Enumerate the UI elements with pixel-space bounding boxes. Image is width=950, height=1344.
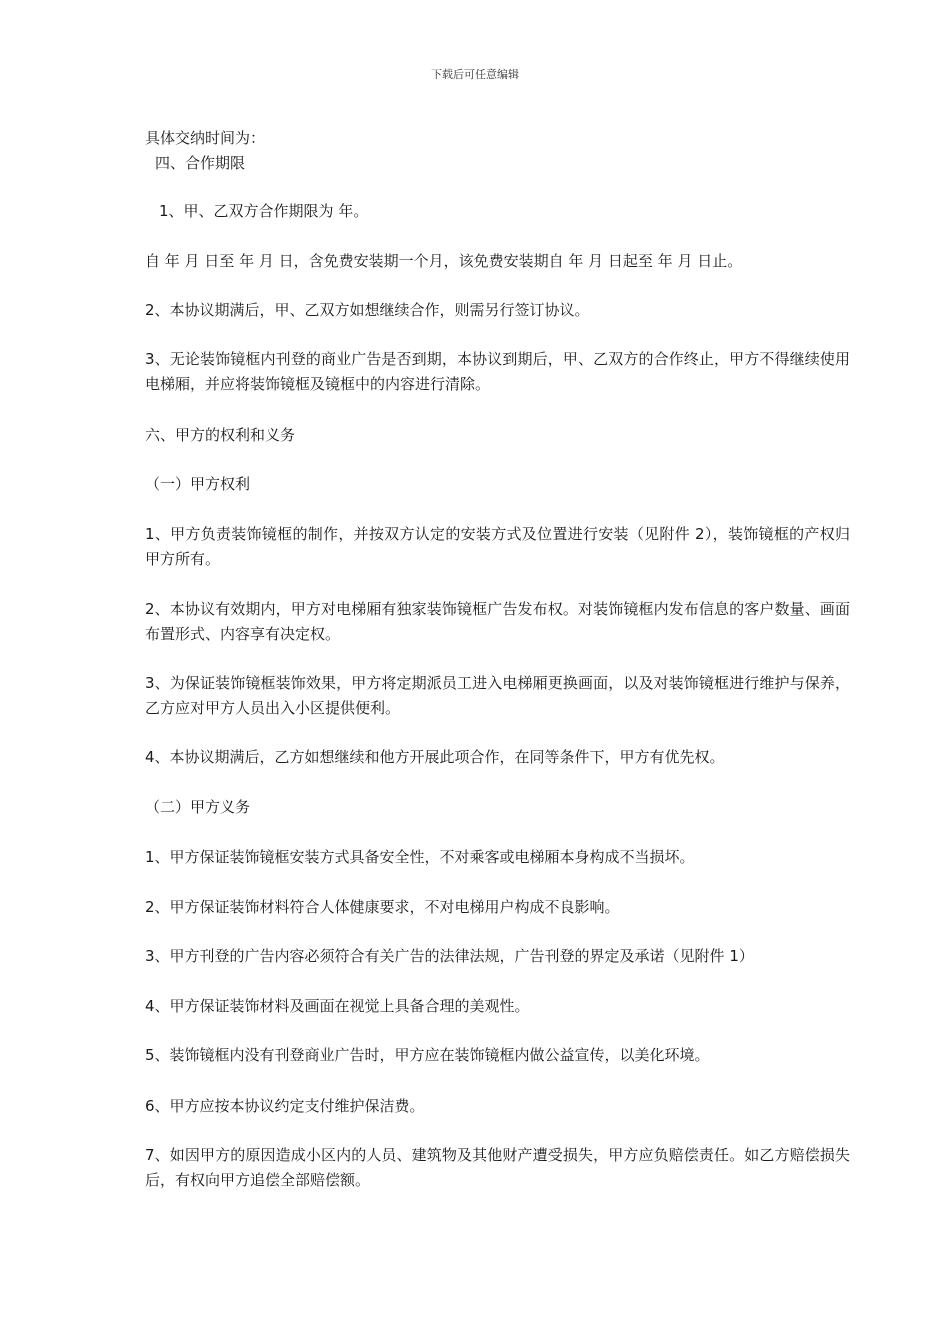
paragraph-rights-2: 2、本协议有效期内，甲方对电梯厢有独家装饰镜框广告发布权。对装饰镜框内发布信息的客户数量、画面布置形式、内容享有决定权。: [145, 600, 850, 643]
paragraph-term-3: 3、无论装饰镜框内刊登的商业广告是否到期，本协议到期后，甲、乙双方的合作终止，甲方不得继续使用电梯厢，并应将装饰镜框及镜框中的内容进行清除。: [145, 350, 850, 393]
page-header: 下载后可任意编辑: [431, 68, 519, 81]
paragraph-duties-7: 7、如因甲方的原因造成小区内的人员、建筑物及其他财产遭受损失，甲方应负赔偿责任。如乙方赔偿损失后，有权向甲方追偿全部赔偿额。: [145, 1146, 850, 1189]
paragraph-term-2: 2、本协议期满后，甲、乙双方如想继续合作，则需另行签订协议。: [145, 301, 590, 319]
paragraph-duties-3: 3、甲方刊登的广告内容必须符合有关广告的法律法规，广告刊登的界定及承诺（见附件 1）: [145, 947, 754, 965]
section-heading-party-a-rights-duties: 六、甲方的权利和义务: [145, 426, 296, 444]
paragraph-duties-4: 4、甲方保证装饰材料及画面在视觉上具备合理的美观性。: [145, 997, 530, 1015]
paragraph-rights-1: 1、甲方负责装饰镜框的制作，并按双方认定的安装方式及位置进行安装（见附件 2），装饰镜框的产权归甲方所有。: [145, 525, 850, 568]
paragraph-duties-1: 1、甲方保证装饰镜框安装方式具备安全性，不对乘客或电梯厢本身构成不当损坏。: [145, 848, 695, 866]
paragraph-term-1: 1、甲、乙双方合作期限为 年。: [159, 202, 369, 220]
paragraph-term-dates: 自 年 月 日至 年 月 日，含免费安装期一个月，该免费安装期自 年 月 日起至 年 月 日止。: [145, 252, 743, 270]
paragraph-rights-3: 3、为保证装饰镜框装饰效果，甲方将定期派员工进入电梯厢更换画面，以及对装饰镜框进行维护与保养，乙方应对甲方人员出入小区提供便利。: [145, 674, 850, 717]
paragraph-rights-4: 4、本协议期满后，乙方如想继续和他方开展此项合作，在同等条件下，甲方有优先权。: [145, 748, 725, 766]
subheading-party-a-rights: （一）甲方权利: [145, 475, 251, 493]
paragraph-duties-5: 5、装饰镜框内没有刊登商业广告时，甲方应在装饰镜框内做公益宣传，以美化环境。: [145, 1046, 710, 1064]
paragraph-duties-6: 6、甲方应按本协议约定支付维护保洁费。: [145, 1097, 425, 1115]
subheading-party-a-duties: （二）甲方义务: [145, 798, 251, 816]
paragraph-payment-time: 具体交纳时间为：: [145, 129, 266, 147]
section-heading-cooperation-term: 四、合作期限: [155, 154, 246, 172]
paragraph-duties-2: 2、甲方保证装饰材料符合人体健康要求，不对电梯用户构成不良影响。: [145, 898, 620, 916]
